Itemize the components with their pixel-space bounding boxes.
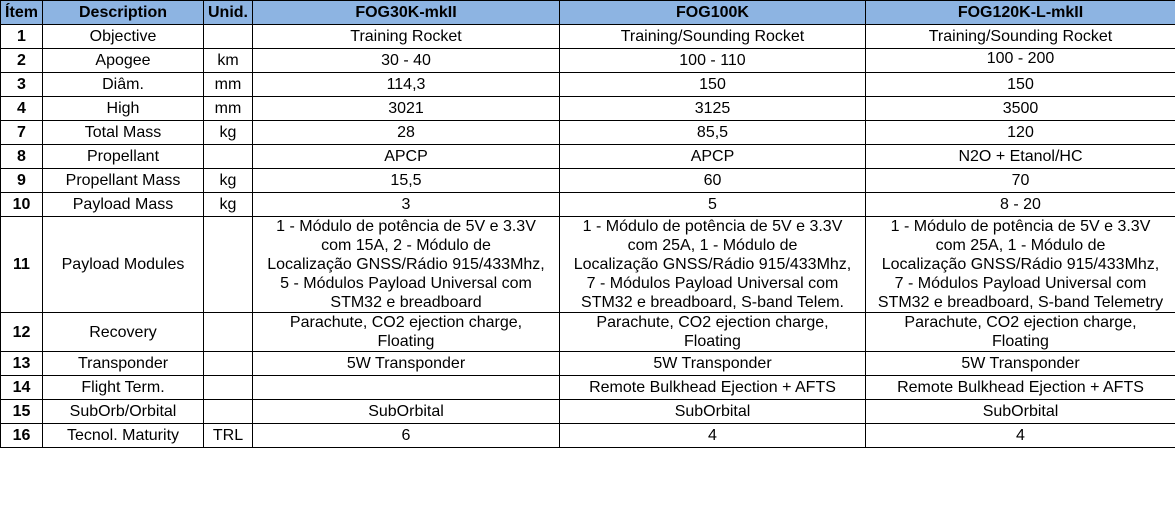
- item-number: 2: [1, 49, 43, 73]
- row-unit: [204, 352, 253, 376]
- row-unit: kg: [204, 169, 253, 193]
- cell-fog30k: Training Rocket: [253, 25, 560, 49]
- cell-fog120k: 70: [866, 169, 1175, 193]
- cell-fog30k: 114,3: [253, 73, 560, 97]
- table-row: [1, 97, 1175, 121]
- cell-fog100k: SubOrbital: [560, 400, 866, 424]
- row-unit: kg: [204, 193, 253, 217]
- row-description: Apogee: [43, 49, 204, 73]
- row-unit: [204, 217, 253, 313]
- table-row: [1, 25, 1175, 49]
- row-unit: [204, 400, 253, 424]
- cell-fog100k: 5W Transponder: [560, 352, 866, 376]
- cell-fog120k: 1 - Módulo de potência de 5V e 3.3V com 25A, 1 - Módulo de Localização GNSS/Rádio 915/433Mhz, 7 - Módulos Payload Universal com STM32 e breadboard, S-band Telemetry: [866, 217, 1175, 313]
- cell-fog100k: 3125: [560, 97, 866, 121]
- item-number: 9: [1, 169, 43, 193]
- cell-fog30k: APCP: [253, 145, 560, 169]
- table-row: [1, 424, 1175, 448]
- row-unit: TRL: [204, 424, 253, 448]
- header-row: [1, 1, 1175, 25]
- cell-fog120k: N2O + Etanol/HC: [866, 145, 1175, 169]
- cell-fog100k: Parachute, CO2 ejection charge, Floating: [560, 313, 866, 352]
- cell-fog120k: Remote Bulkhead Ejection + AFTS: [866, 376, 1175, 400]
- cell-fog30k: 6: [253, 424, 560, 448]
- item-number: 12: [1, 313, 43, 352]
- item-number: 15: [1, 400, 43, 424]
- item-number: 10: [1, 193, 43, 217]
- row-description: Propellant Mass: [43, 169, 204, 193]
- cell-fog100k: APCP: [560, 145, 866, 169]
- row-unit: [204, 145, 253, 169]
- cell-fog120k: 5W Transponder: [866, 352, 1175, 376]
- header-fog120k: FOG120K-L-mkII: [866, 1, 1175, 25]
- row-description: Tecnol. Maturity: [43, 424, 204, 448]
- cell-fog100k: 5: [560, 193, 866, 217]
- cell-fog30k: 3021: [253, 97, 560, 121]
- item-number: 1: [1, 25, 43, 49]
- row-description: High: [43, 97, 204, 121]
- header-fog30k: FOG30K-mkII: [253, 1, 560, 25]
- item-number: 7: [1, 121, 43, 145]
- row-unit: mm: [204, 73, 253, 97]
- header-fog100k: FOG100K: [560, 1, 866, 25]
- item-number: 8: [1, 145, 43, 169]
- cell-fog30k: 3: [253, 193, 560, 217]
- cell-fog120k: 120: [866, 121, 1175, 145]
- table-row: [1, 169, 1175, 193]
- cell-fog120k: 4: [866, 424, 1175, 448]
- header-item: Ítem: [1, 1, 43, 25]
- table-row: [1, 73, 1175, 97]
- cell-fog30k: 30 - 40: [253, 49, 560, 73]
- item-number: 14: [1, 376, 43, 400]
- item-number: 11: [1, 217, 43, 313]
- cell-fog100k: 85,5: [560, 121, 866, 145]
- cell-fog120k: 8 - 20: [866, 193, 1175, 217]
- table-row: [1, 49, 1175, 73]
- row-unit: km: [204, 49, 253, 73]
- row-unit: mm: [204, 97, 253, 121]
- header-unit: Unid.: [204, 1, 253, 25]
- cell-fog30k: 15,5: [253, 169, 560, 193]
- cell-fog100k: 60: [560, 169, 866, 193]
- cell-fog30k: 5W Transponder: [253, 352, 560, 376]
- cell-fog120k: 150: [866, 73, 1175, 97]
- row-description: Payload Mass: [43, 193, 204, 217]
- row-description: Recovery: [43, 313, 204, 352]
- row-unit: [204, 313, 253, 352]
- cell-fog100k: 150: [560, 73, 866, 97]
- row-description: Total Mass: [43, 121, 204, 145]
- row-unit: kg: [204, 121, 253, 145]
- cell-fog120k: Parachute, CO2 ejection charge, Floating: [866, 313, 1175, 352]
- cell-fog30k: 28: [253, 121, 560, 145]
- table-row: [1, 313, 1175, 352]
- cell-fog120k: SubOrbital: [866, 400, 1175, 424]
- cell-fog100k: 4: [560, 424, 866, 448]
- table-row: [1, 352, 1175, 376]
- cell-fog120k: 100 - 200: [866, 49, 1175, 73]
- item-number: 13: [1, 352, 43, 376]
- cell-fog30k: 1 - Módulo de potência de 5V e 3.3V com 15A, 2 - Módulo de Localização GNSS/Rádio 915/433Mhz, 5 - Módulos Payload Universal com STM32 e breadboard: [253, 217, 560, 313]
- table-row: [1, 145, 1175, 169]
- row-description: Diâm.: [43, 73, 204, 97]
- cell-fog100k: 100 - 110: [560, 49, 866, 73]
- cell-fog100k: Training/Sounding Rocket: [560, 25, 866, 49]
- table-row: [1, 121, 1175, 145]
- row-unit: [204, 376, 253, 400]
- row-description: Objective: [43, 25, 204, 49]
- cell-fog100k: 1 - Módulo de potência de 5V e 3.3V com 25A, 1 - Módulo de Localização GNSS/Rádio 915/433Mhz, 7 - Módulos Payload Universal com STM32 e breadboard, S-band Telem.: [560, 217, 866, 313]
- cell-fog120k: Training/Sounding Rocket: [866, 25, 1175, 49]
- item-number: 3: [1, 73, 43, 97]
- cell-fog30k: Parachute, CO2 ejection charge, Floating: [253, 313, 560, 352]
- item-number: 4: [1, 97, 43, 121]
- row-description: Propellant: [43, 145, 204, 169]
- cell-fog30k: SubOrbital: [253, 400, 560, 424]
- cell-fog30k: [253, 376, 560, 400]
- header-description: Description: [43, 1, 204, 25]
- cell-fog100k: Remote Bulkhead Ejection + AFTS: [560, 376, 866, 400]
- table-row: [1, 193, 1175, 217]
- row-description: Payload Modules: [43, 217, 204, 313]
- table-row: [1, 400, 1175, 424]
- cell-fog120k: 3500: [866, 97, 1175, 121]
- table-row: [1, 376, 1175, 400]
- table-row: [1, 217, 1175, 313]
- row-description: Flight Term.: [43, 376, 204, 400]
- row-unit: [204, 25, 253, 49]
- row-description: SubOrb/Orbital: [43, 400, 204, 424]
- row-description: Transponder: [43, 352, 204, 376]
- item-number: 16: [1, 424, 43, 448]
